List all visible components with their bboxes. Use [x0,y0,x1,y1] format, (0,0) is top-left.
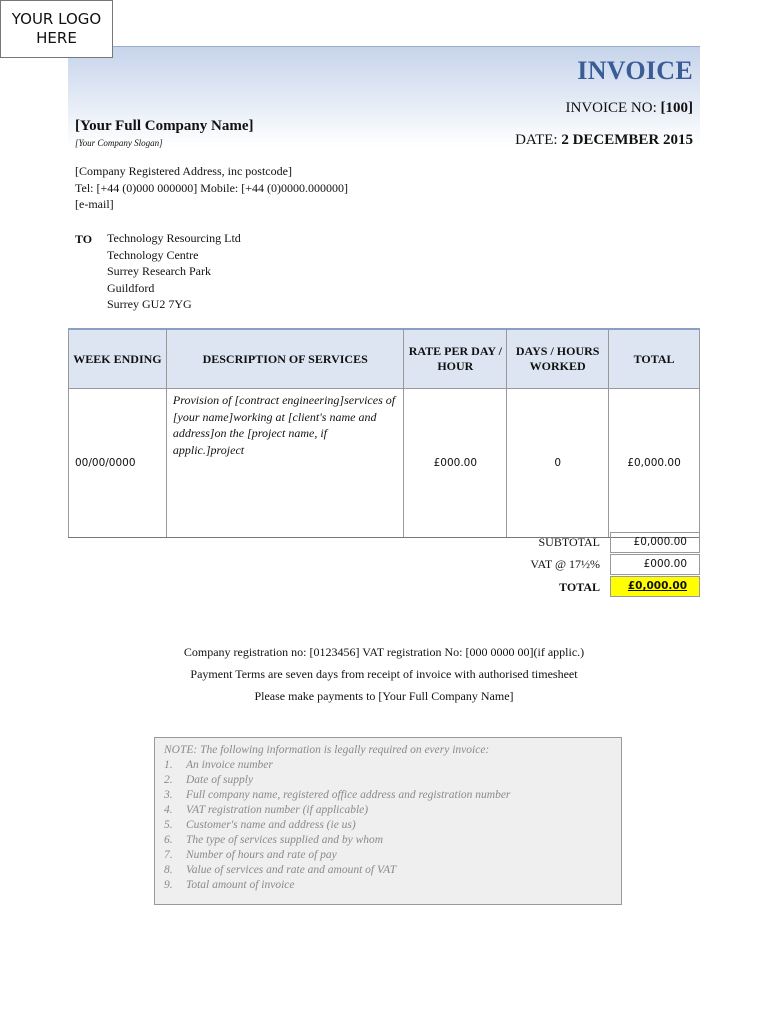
recipient-address [107,230,241,313]
recipient-line: Technology Centre [107,247,199,262]
invoice-number-label: INVOICE NO: [565,100,661,116]
vat-value: £000.00 [610,554,700,575]
list-item: 6. The type of services supplied and by whom [164,834,384,846]
week-ending-cell: 00/00/0000 [69,389,167,538]
days-cell: 0 [507,389,609,538]
list-item: 3. Full company name, registered office address and registration number [164,789,511,801]
table-header-row [69,329,700,389]
grand-total-value: £0,000.00 [610,576,700,597]
invoice-date-value: 2 DECEMBER 2015 [561,132,693,148]
header-description: DESCRIPTION OF SERVICES [166,329,404,389]
header-total: TOTAL [609,329,700,389]
recipient-line: Technology Resourcing Ltd [107,231,241,245]
company-address [75,163,348,213]
company-name: [Your Full Company Name] [75,118,254,134]
invoice-date [515,132,693,149]
note-heading: NOTE: The following information is legally required on every invoice: [164,744,490,756]
address-line: [Company Registered Address, inc postcode] [75,164,292,178]
list-item: 9. Total amount of invoice [164,879,295,891]
list-item: 2. Date of supply [164,774,254,786]
invoice-number [566,100,694,117]
legal-note-box [154,737,622,905]
invoice-number-value: [100] [660,100,693,116]
list-item: 8. Value of services and rate and amount of VAT [164,864,397,876]
list-item: 7. Number of hours and rate of pay [164,849,337,861]
to-label: TO [75,232,93,246]
rate-cell: £000.00 [404,389,507,538]
invoice-title: INVOICE [577,56,693,85]
description-cell: Provision of [contract engineering]services of [your name]working at [client's name and address]on the [project name, if applic.]project [166,389,404,538]
recipient-line: Surrey GU2 7YG [107,297,192,311]
header-days-worked: DAYS / HOURS WORKED [507,329,609,389]
header-week-ending: WEEK ENDING [69,329,167,389]
invoice-date-label: DATE: [515,132,562,148]
header-rate: RATE PER DAY / HOUR [404,329,507,389]
payment-instructions: Please make payments to [Your Full Company Name] [254,689,514,703]
total-cell: £0,000.00 [609,389,700,538]
email-line: [e-mail] [75,197,114,211]
note-list [164,758,612,893]
company-slogan: [Your Company Slogan] [75,138,163,148]
payment-terms: Payment Terms are seven days from receipt of invoice with authorised timesheet [190,667,578,681]
list-item: 5. Customer's name and address (ie us) [164,819,356,831]
recipient-line: Surrey Research Park [107,264,211,278]
subtotal-label: SUBTOTAL [538,535,600,549]
vat-label: VAT @ 17½% [530,557,600,571]
contact-line: Tel: [+44 (0)000 000000] Mobile: [+44 (0)0000.000000] [75,180,348,195]
registration-info: Company registration no: [0123456] VAT registration No: [000 0000 00](if applic.) [183,645,585,659]
total-label: TOTAL [559,580,600,594]
services-table [68,328,700,538]
subtotal-value: £0,000.00 [610,532,700,553]
list-item: 4. VAT registration number (if applicable) [164,804,369,816]
list-item: 1. An invoice number [164,759,273,771]
recipient-line: Guildford [107,280,155,295]
logo-placeholder: YOUR LOGO HERE [0,0,113,58]
table-row [69,389,700,538]
